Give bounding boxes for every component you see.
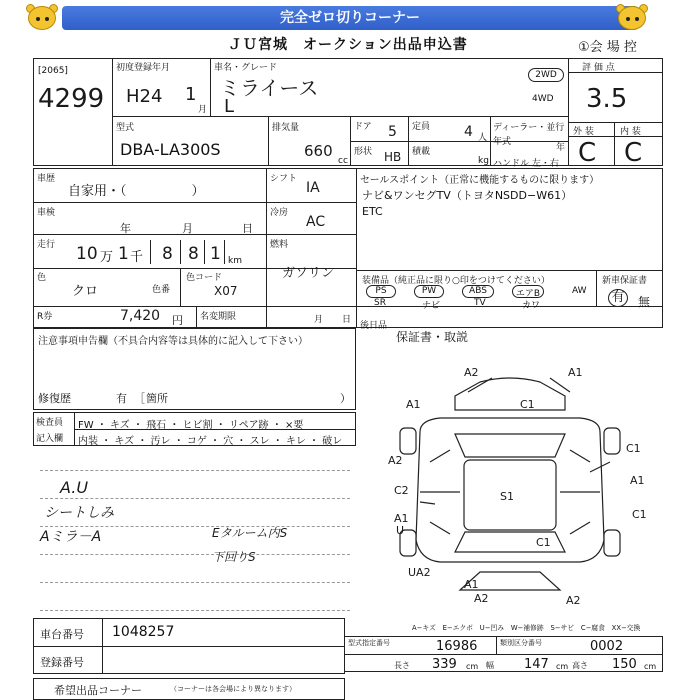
mark-a1-front: A1 — [568, 366, 583, 379]
equip-airbag: エアB — [512, 285, 544, 298]
warranty-yes: 有 — [608, 289, 628, 307]
car-hood-outline — [455, 378, 565, 410]
equip-aw: AW — [572, 286, 587, 296]
grade: L — [224, 96, 235, 117]
mark-c1-hood: C1 — [520, 398, 535, 411]
damage-diagram — [360, 362, 663, 612]
model: DBA-LA300S — [120, 140, 221, 159]
displacement: 660 — [304, 142, 333, 160]
mark-a1-rl: A1 — [394, 512, 409, 525]
mark-c1-rear: C1 — [536, 536, 551, 549]
exterior-grade: C — [578, 138, 597, 168]
doors: 5 — [388, 124, 397, 140]
equip-abs: ABS — [462, 285, 494, 298]
color-value: クロ — [72, 284, 99, 299]
mark-a2-left: A2 — [388, 454, 403, 467]
mark-a1-fl: A1 — [406, 398, 421, 411]
mascot-right-icon — [612, 4, 652, 34]
interior-grade: C — [624, 138, 643, 168]
sales-point-line2: ETC — [362, 205, 383, 218]
width: 147 — [524, 657, 549, 672]
history-value: 自家用・（ ） — [68, 184, 205, 199]
wheel-fr — [604, 428, 620, 454]
mileage-sen: 1 — [118, 244, 129, 264]
auction-title: ＪＵ宮城 オークション出品申込書 — [228, 37, 468, 53]
car-name-label: 車名・グレード — [214, 63, 278, 73]
mark-a1-rear: A1 — [464, 578, 479, 591]
length: 339 — [432, 657, 457, 672]
chassis-number: 1048257 — [112, 624, 175, 640]
ac-value: AC — [306, 214, 326, 230]
inspector-row2: 内装 ・ キズ ・ 汚レ ・ コゲ ・ 穴 ・ スレ ・ キレ ・ 破レ — [78, 436, 343, 447]
body-type: HB — [384, 150, 402, 164]
capacity: 4 — [464, 124, 473, 140]
mark-c1-rr: C1 — [632, 508, 647, 521]
first-reg-era: H24 — [126, 86, 163, 107]
score-label: 評 価 点 — [582, 63, 615, 73]
note-seat-stain: シートしみ — [44, 505, 114, 521]
wheel-fl — [400, 428, 416, 454]
venue-note: ①会 場 控 — [578, 40, 637, 55]
mark-c2-left: C2 — [394, 484, 409, 497]
inspector-row1: FW ・ キズ ・ 飛石 ・ ヒビ割 ・ リペア跡 ・ ×要 — [78, 420, 304, 431]
height: 150 — [612, 657, 637, 672]
equipment-label: 装備品（純正品に限り○印をつけてください） — [362, 276, 550, 286]
model-designation: 16986 — [436, 639, 478, 654]
wheel-rr — [604, 530, 620, 556]
note-engine-room: Eタルーム内S — [212, 526, 288, 540]
first-reg-label: 初度登録年月 — [116, 63, 171, 73]
later-docs-value: 保証書・取説 — [396, 330, 469, 344]
color-code: X07 — [214, 284, 238, 298]
ref-code: [2065] — [38, 66, 68, 76]
lot-number: 4299 — [38, 84, 105, 114]
mark-a1-right: A1 — [630, 474, 645, 487]
mark-a2-front: A2 — [464, 366, 479, 379]
note-au: A.U — [60, 478, 89, 497]
tax-value: 7,420 — [120, 308, 161, 324]
mark-a2-rear-right: A2 — [566, 594, 581, 607]
mark-u-rl: U — [396, 524, 405, 537]
equip-ps: PS — [366, 285, 396, 298]
banner-title: 完全ゼロ切りコーナー — [62, 6, 638, 30]
fuel-value: ガソリン — [282, 266, 335, 281]
note-underbody: 下回りS — [212, 550, 256, 564]
first-reg-month: 1 — [185, 84, 197, 105]
mascot-left-icon — [22, 4, 62, 34]
mark-c1-fr: C1 — [626, 442, 641, 455]
mark-s1-roof: S1 — [500, 490, 514, 503]
sales-point-line1: ナビ&ワンセグTV（トヨタNSDD−W61） — [362, 189, 573, 202]
mark-ua2: UA2 — [408, 566, 431, 579]
shift-value: IA — [306, 180, 320, 196]
warranty-no: 無 — [638, 295, 651, 309]
note-mirror: Aミラ－A — [40, 529, 102, 545]
windshield-outline — [455, 434, 565, 457]
drive-4wd: 4WD — [532, 94, 554, 104]
class-number: 0002 — [590, 639, 624, 654]
equip-pw: PW — [414, 285, 444, 298]
drive-2wd: 2WD — [528, 68, 564, 82]
damage-legend: A−キズ E−エクボ U−凹み W−補修跡 S−サビ C−腐食 XX−交換 — [412, 624, 641, 632]
mileage-man: 10 — [76, 244, 98, 264]
sales-point-label: セールスポイント（正常に機能するものに限ります） — [360, 175, 600, 186]
mark-a2-rear: A2 — [474, 592, 489, 605]
car-name: ミライース — [220, 76, 319, 100]
score: 3.5 — [586, 84, 628, 114]
model-label: 型式 — [116, 123, 135, 133]
